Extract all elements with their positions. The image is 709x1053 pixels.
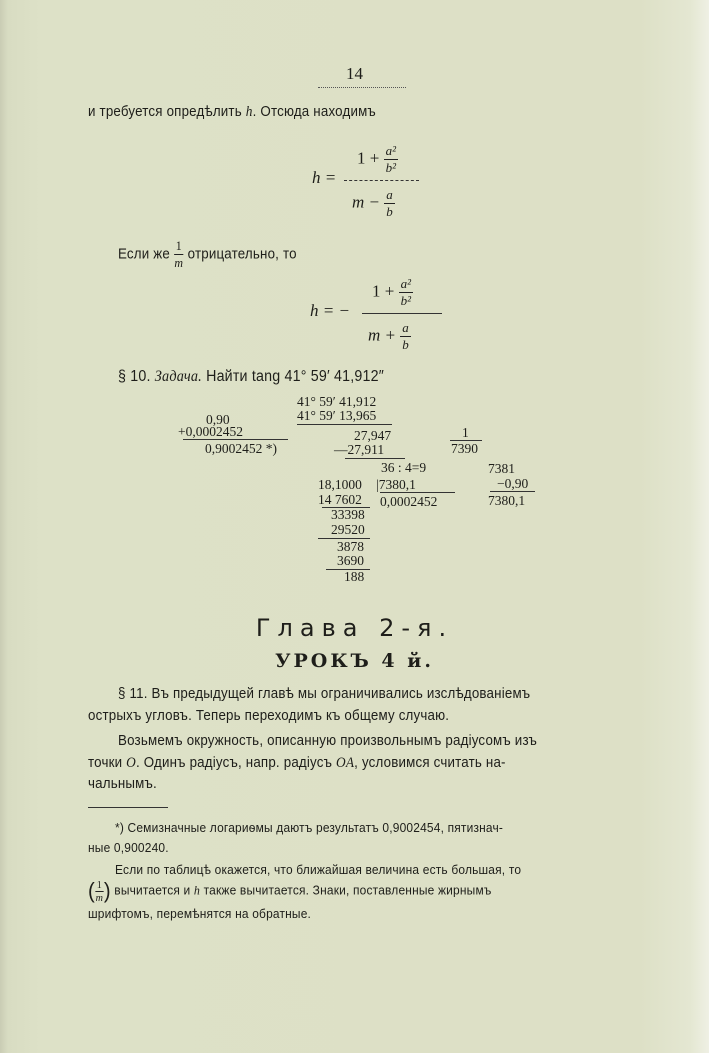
calc-left-3: 0,9002452 *) <box>205 441 277 456</box>
formula-1-num-one: 1 + <box>357 148 380 168</box>
calc-divisor: |7380,1 <box>376 477 416 492</box>
calc-angle-2: 41° 59′ 13,965 <box>297 408 377 423</box>
if-post: отрицательно, то <box>187 246 297 263</box>
calc-dividend: 18,1000 <box>318 477 362 492</box>
calc-divisor-rule <box>380 492 455 493</box>
intro-var: h <box>245 104 253 120</box>
calc-left-1: 0,90 <box>206 412 230 427</box>
chapter-title: Глава 2-я. <box>255 614 454 642</box>
calc-right-num: 1 <box>462 425 469 440</box>
calc-diff-1: 27,947 <box>354 428 392 443</box>
calc-right-3: 7380,1 <box>488 493 526 508</box>
calc-right-rule-2 <box>490 491 535 492</box>
calc-ratio: 36 : 4=9 <box>381 460 427 475</box>
section-11-line-4: точки O. Одинъ радіусъ, напр. радіусъ OA, условимся считать на- <box>88 755 506 771</box>
section-10-label: Задача. <box>154 368 202 385</box>
calc-step-4: 3690 <box>337 553 364 568</box>
formula-2-num: 1 + $\frac{\text{a²}}{\text{b²}}$ <box>372 276 411 308</box>
calc-left-2: +0,0002452 <box>178 424 243 439</box>
calc-right-den: 7390 <box>451 441 478 456</box>
footnote-line-2: ные 0,900240. <box>88 840 169 855</box>
section-10-text: Найти tang 41° 59′ 41,912″ <box>206 368 384 385</box>
calc-sub-1: 14 7602 <box>318 492 362 507</box>
if-frac: $\frac{1}{m}$ <box>174 238 184 270</box>
calc-diff-2: —27,911 <box>334 442 385 457</box>
section-11-line-1: § 11. Въ предыдущей главѣ мы ограничивались изслѣдованіемъ <box>118 686 531 702</box>
formula-2-lhs: h = − <box>310 301 350 320</box>
footnote-line-5: шрифтомъ, перемѣнятся на обратные. <box>88 906 312 921</box>
intro-text: и требуется опредѣлить <box>88 104 242 120</box>
calc-quotient: 0,0002452 <box>380 494 438 509</box>
section-11-line-3: Возьмемъ окружность, описанную произвольнымъ радіусомъ изъ <box>118 733 537 749</box>
calc-step-3: 3878 <box>337 539 364 554</box>
formula-1-lhs: h = <box>312 168 337 187</box>
intro-tail: . Отсюда находимъ <box>252 104 376 120</box>
lesson-title: УРОКЪ 4 й. <box>275 650 434 672</box>
footnote-line-3: Если по таблицѣ окажется, что ближайшая величина есть большая, то <box>115 862 522 877</box>
section-11-line-2: острыхъ угловъ. Теперь переходимъ къ общему случаю. <box>88 708 450 724</box>
formula-1-den: m − $\frac{a}{b}$ <box>352 187 393 219</box>
formula-2-den: m + $\frac{a}{b}$ <box>368 320 409 352</box>
calc-diff-rule <box>345 458 405 459</box>
radius-OA: OA <box>336 755 355 771</box>
calc-step-2: 29520 <box>331 522 365 537</box>
formula-1-num-frac: $\frac{\text{a²}}{\text{b²}}$ <box>385 143 396 175</box>
calc-left-rule <box>183 439 288 440</box>
footnote-line-1: *) Семизначные логариѳмы даютъ результатъ 0,9002454, пятизнач- <box>115 820 504 835</box>
footnote-line-4: ( $\frac{1}{m}$ ) вычитается и h также вычитается. Знаки, поставленные жирнымъ <box>88 878 492 904</box>
footnote-rule <box>88 807 168 808</box>
calc-step-5: 188 <box>344 569 365 584</box>
section-10-mark: § 10. <box>118 368 151 385</box>
calc-angle-1: 41° 59′ 41,912 <box>297 394 377 409</box>
point-O: O <box>126 755 136 771</box>
calc-right-1: 7381 <box>488 461 515 476</box>
section-11-line-5: чальнымъ. <box>88 776 157 792</box>
calc-right-2: −0,90 <box>497 476 529 491</box>
calc-angle-rule <box>297 424 392 425</box>
calc-step-1: 33398 <box>331 507 365 522</box>
page-number: 14 <box>346 64 363 83</box>
if-pre: Если же <box>118 246 170 263</box>
